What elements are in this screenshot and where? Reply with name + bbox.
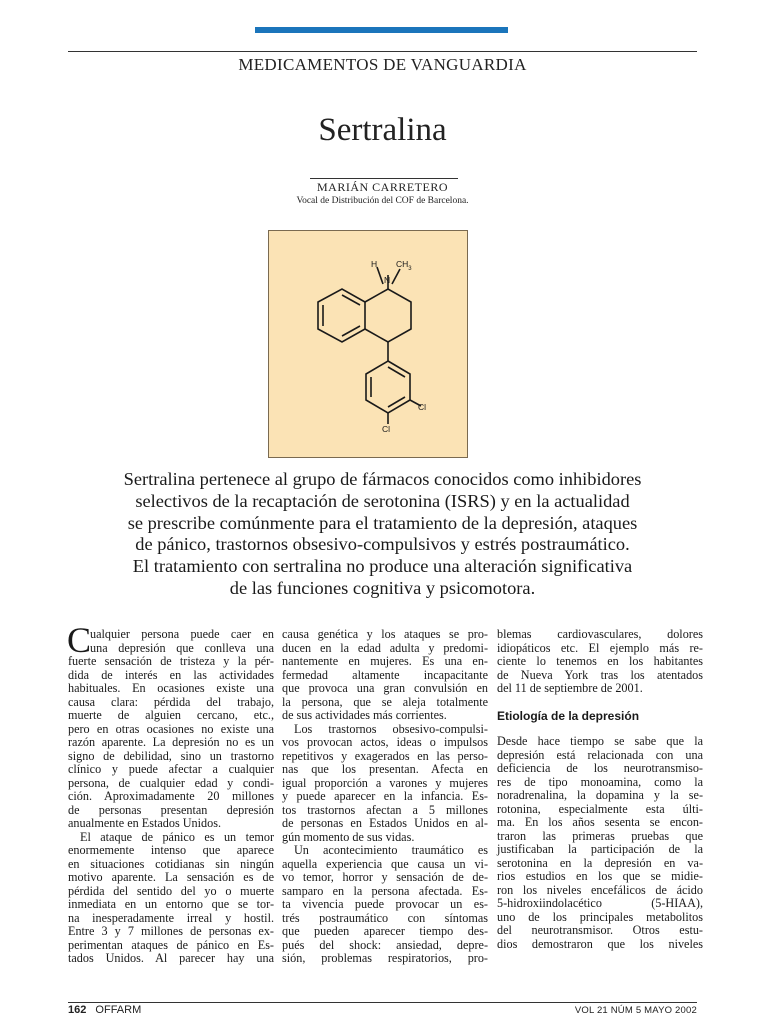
benzene-ring-left [318, 289, 365, 342]
abstract-line: Sertralina pertenece al grupo de fármacos conocidos como inhibidores [123, 469, 642, 489]
sertraline-structure [269, 231, 469, 459]
text-line: ciente lo tenemos en los habitantes [497, 654, 703, 668]
text-line: nas que los presentan. Afecta en [282, 762, 488, 776]
abstract [68, 469, 697, 600]
text-line: traron las primeras pruebas que [497, 828, 703, 843]
author-name: MARIÁN CARRETERO [316, 180, 448, 194]
text-line: causa clara: pérdida del trabajo, [68, 694, 274, 709]
text-line: depresión está relacionada con una [497, 747, 703, 762]
text-line: tados Unidos. Al parecer hay una [68, 951, 274, 965]
text-line: Desde hace tiempo se sabe que la [497, 734, 703, 748]
footer-rule [68, 1002, 697, 1003]
atom-label-n: N [384, 275, 391, 285]
text-line: dios demostraron que los niveles [497, 936, 703, 951]
journal-name: OFFARM [95, 1004, 142, 1016]
text-line: ma. En los años sesenta se encon- [497, 815, 703, 829]
text-line: gún momento de sus vidas. [282, 829, 415, 844]
body-column-2 [282, 628, 488, 966]
text-line: 5-hidroxiindolacético (5-HIAA), [497, 896, 703, 910]
text-line: sión, problemas respiratorios, pro- [282, 951, 488, 965]
text-line: pués del shock: ansiedad, depre- [282, 937, 488, 952]
cyclohexane-ring [365, 289, 411, 342]
text-line: dida de interés en las actividades [68, 667, 274, 682]
abstract-line: de las funciones cognitiva y psicomotora. [229, 577, 536, 598]
atom-label-cl-bottom: Cl [382, 424, 391, 434]
drop-cap: C [67, 620, 92, 660]
text-line: tos trastornos afectan a 5 millones [282, 802, 488, 817]
text-line: ducen en la edad adulta y predomi- [282, 640, 488, 655]
text-line: samparo en la persona afectada. Es- [282, 883, 488, 898]
text-line: de personas presentan depresión [68, 802, 274, 817]
benzene-ring-lower [366, 361, 410, 413]
text-line: nantemente en mujeres. Es una en- [282, 654, 488, 668]
text-line: inmediata en un entorno que se tor- [68, 897, 274, 911]
text-line: razón aparente. La depresión no es un [68, 735, 274, 749]
atom-label-h: H [371, 259, 378, 269]
issue-info: VOL 21 NÚM 5 MAYO 2002 [574, 1005, 697, 1016]
text-line: Entre 3 y 7 millones de personas ex- [68, 924, 274, 938]
text-line: uno de los principales metabolitos [497, 909, 703, 924]
text-line: Los trastornos obsesivo-compulsi- [294, 721, 488, 736]
text-line: fuerte sensación de tristeza y la pér- [68, 654, 274, 668]
abstract-line: de pánico, trastornos obsesivo-compulsivos y estrés postraumático. [135, 534, 630, 555]
text-line: habituales. En ocasiones existe una [68, 681, 274, 695]
text-line: de sus actividades más corrientes. [282, 708, 447, 722]
text-line: igual proporción a varones y mujeres [282, 775, 488, 790]
text-line: ron los niveles encefálicos de ácido [497, 882, 703, 897]
abstract-line: se prescribe comúnmente para el tratamiento de la depresión, ataques [127, 512, 638, 533]
abstract-line: El tratamiento con sertralina no produce una alteración significativa [132, 556, 633, 577]
text-line: signo de debilidad, sino un trastorno [68, 748, 274, 763]
section-label: MEDICAMENTOS DE VANGUARDIA [238, 55, 527, 74]
text-line: clínico y puede afectar a cualquier [68, 762, 274, 776]
text-line: anualmente en Estados Unidos. [68, 816, 221, 830]
text-line: que provoca una gran convulsión en [282, 681, 488, 695]
body-column-3 [497, 628, 703, 951]
molecule-figure [268, 230, 468, 458]
text-line: idiopáticos etc. El ejemplo más re- [497, 640, 703, 655]
text-line: de personas en Estados Unidos en al- [282, 816, 488, 830]
text-line: rios estudios en los que se midie- [497, 869, 703, 883]
text-line: persona, de cualquier edad y condi- [68, 775, 274, 790]
text-line: fermedad altamente incapacitante [282, 667, 488, 682]
text-line: repetitivos y exagerados en las perso- [282, 748, 488, 763]
text-line: justificaban la participación de la [497, 842, 703, 856]
footer-page-info [68, 1004, 141, 1016]
text-line: blemas cardiovasculares, dolores [497, 627, 703, 641]
text-line: y puede aparecer en la infancia. Es- [282, 789, 488, 803]
text-line: del 11 de septiembre de 2001. [497, 681, 643, 695]
abstract-line: selectivos de la recaptación de serotonina (ISRS) y en la actualidad [135, 490, 630, 511]
text-line: del neurotransmisor. Otros estu- [497, 923, 703, 937]
text-line: perimentan ataques de pánico en Es- [68, 937, 274, 952]
page-number: 162 [68, 1004, 87, 1016]
text-line: na inesperadamente irreal y hostil. [68, 910, 274, 925]
article-title: Sertralina [318, 112, 447, 148]
header-rule [68, 51, 697, 52]
text-line: enormemente intenso que aparece [68, 843, 274, 857]
text-line: El ataque de pánico es un temor [80, 829, 274, 844]
text-line: vos provocan actos, ideas o impulsos [282, 735, 488, 749]
text-line: pero en otras ocasiones no existe una [68, 721, 274, 736]
text-line: muerte de alguien cercano, etc., [68, 708, 274, 722]
text-line: pérdida del sentido del yo o muerte [68, 883, 274, 898]
text-line: deficiencia de los neurotransmiso- [497, 761, 703, 775]
text-line: que pueden aparecer tiempo des- [282, 924, 488, 938]
text-line: la persona, que se aleja totalmente [282, 694, 488, 709]
text-line: de Nueva York tras los atentados [497, 667, 703, 682]
author-affiliation: Vocal de Distribución del COF de Barcelona. [296, 196, 469, 206]
text-line: ta vivencia puede provocar un es- [282, 897, 488, 911]
text-line: vo temor, horror y sensación de de- [282, 870, 488, 884]
accent-bar [255, 27, 508, 33]
text-line: noradrenalina, la dopamina y la se- [497, 788, 703, 802]
section-subheading: Etiología de la depresión [497, 708, 640, 723]
text-line: ualquier persona puede caer en [90, 627, 274, 641]
text-line: trés postraumático con síntomas [282, 910, 488, 925]
text-line: Un acontecimiento traumático es [294, 843, 488, 857]
text-line: rotonina, especialmente esta últi- [497, 801, 703, 816]
text-line: una depresión que conlleva una [90, 640, 274, 655]
molecule-bonds [318, 267, 421, 424]
text-line: motivo aparente. La sensación es de [68, 870, 274, 884]
text-line: res de tipo monoamina, como la [497, 774, 703, 789]
atom-label-ch3: $CH_3$ [396, 259, 412, 272]
body-column-1 [67, 620, 274, 966]
text-line: aquella experiencia que causa un vi- [282, 856, 488, 871]
author-rule [310, 178, 458, 179]
text-line: serotonina en la depresión en va- [497, 855, 703, 870]
text-line: causa genética y los ataques se pro- [282, 627, 488, 641]
atom-label-cl-right: Cl [418, 402, 427, 412]
text-line: ción. Aproximadamente 20 millones [68, 789, 274, 803]
text-line: en situaciones cotidianas sin ningún [68, 856, 274, 871]
